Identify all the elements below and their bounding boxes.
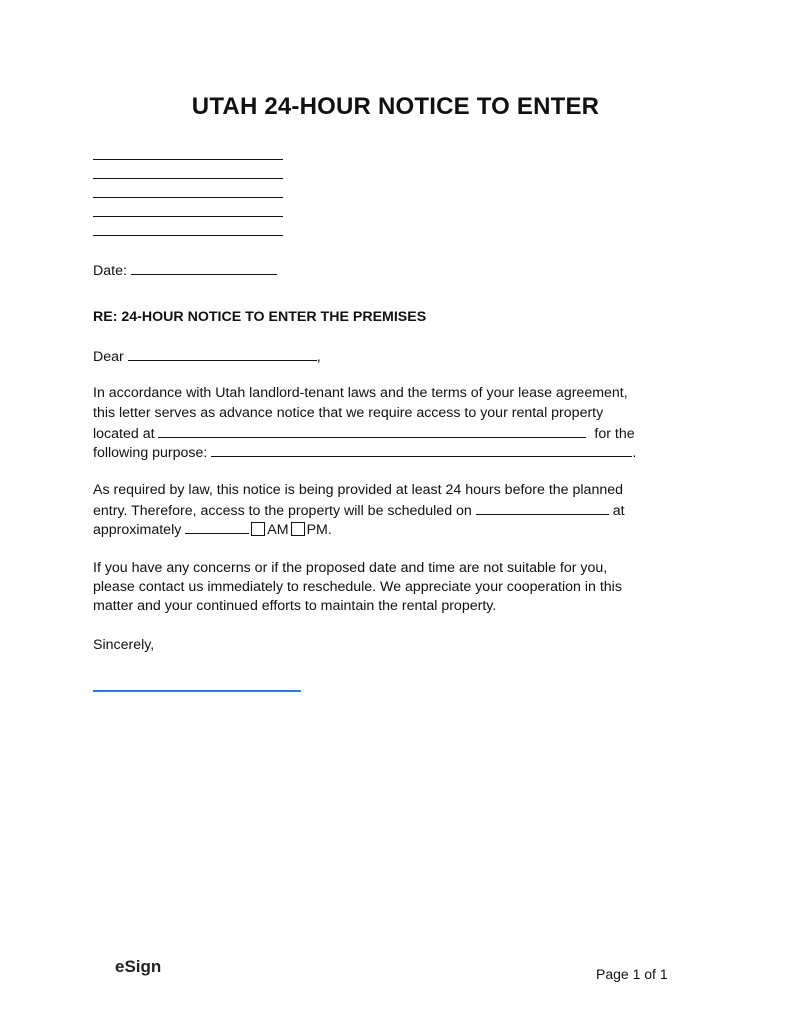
scheduled-on-label: entry. Therefore, access to the property will be scheduled on	[93, 503, 472, 519]
property-address-field[interactable]	[158, 423, 586, 438]
subject-line: RE: 24-HOUR NOTICE TO ENTER THE PREMISES	[93, 309, 427, 325]
pm-label: PM.	[306, 522, 332, 538]
am-checkbox[interactable]	[251, 522, 265, 536]
date-field[interactable]	[131, 260, 277, 275]
paragraph-2-line-3	[93, 519, 332, 540]
for-the-label: for the	[594, 426, 635, 442]
paragraph-1-line-4	[93, 442, 636, 463]
purpose-period: .	[632, 445, 637, 461]
entry-date-field[interactable]	[476, 500, 609, 515]
pm-checkbox[interactable]	[291, 522, 305, 536]
salutation-label: Dear	[93, 349, 124, 365]
closing-text: Sincerely,	[93, 637, 155, 653]
paragraph-1-line-2: this letter serves as advance notice that we require access to your rental property	[93, 405, 604, 421]
approximately-label: approximately	[93, 522, 182, 538]
page-number: Page 1 of 1	[596, 966, 668, 982]
salutation-row	[93, 346, 321, 367]
address-line-2[interactable]	[93, 178, 283, 179]
located-at-label: located at	[93, 426, 155, 442]
address-line-4[interactable]	[93, 216, 283, 217]
am-label: AM	[267, 522, 289, 538]
date-label: Date:	[93, 263, 127, 279]
paragraph-3-line-3: matter and your continued efforts to maintain the rental property.	[93, 598, 497, 614]
at-label: at	[612, 503, 625, 519]
entry-time-field[interactable]	[185, 519, 249, 534]
paragraph-3-line-1: If you have any concerns or if the proposed date and time are not suitable for you,	[93, 560, 608, 576]
address-line-5[interactable]	[93, 235, 283, 236]
purpose-field[interactable]	[211, 442, 632, 457]
paragraph-2-line-1: As required by law, this notice is being provided at least 24 hours before the planned	[93, 482, 624, 498]
esign-logo: eSign	[115, 957, 162, 976]
salutation-comma: ,	[316, 349, 321, 365]
purpose-label: following purpose:	[93, 445, 208, 461]
document-title: UTAH 24-HOUR NOTICE TO ENTER	[191, 93, 600, 120]
date-row	[93, 260, 277, 281]
address-line-3[interactable]	[93, 197, 283, 198]
paragraph-1-line-1: In accordance with Utah landlord-tenant laws and the terms of your lease agreement,	[93, 385, 628, 401]
paragraph-3-line-2: please contact us immediately to reschedule. We appreciate your cooperation in this	[93, 579, 622, 595]
tenant-name-field[interactable]	[128, 346, 317, 361]
signature-line[interactable]	[93, 690, 301, 692]
address-line-1[interactable]	[93, 159, 283, 160]
